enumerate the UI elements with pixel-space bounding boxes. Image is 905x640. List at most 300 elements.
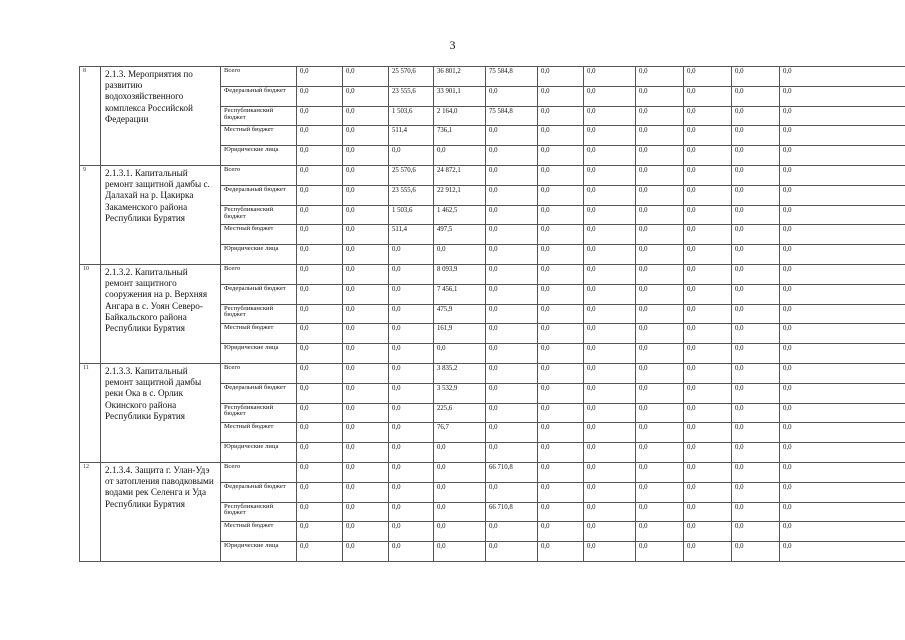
table-row — [80, 264, 905, 284]
table-row — [80, 165, 905, 185]
measure-name: 2.1.3.1. Капитальный ремонт защитной дамбы с. Далахай на р. Цакирка Закаменского района Республики Бурятия — [101, 165, 221, 264]
amount-cell: 0,0 — [389, 383, 434, 403]
row-number: 9 — [80, 165, 101, 264]
amount-cell: 0,0 — [389, 522, 434, 542]
amount-cell: 0,0 — [297, 482, 343, 502]
funding-source: Юридические лица — [221, 542, 297, 562]
amount-cell: 0,0 — [732, 462, 780, 482]
amount-cell: 0,0 — [486, 542, 538, 562]
amount-cell: 0,0 — [584, 264, 636, 284]
amount-cell: 0,0 — [636, 86, 684, 106]
amount-cell: 0,0 — [389, 324, 434, 344]
amount-cell: 0,0 — [636, 126, 684, 146]
amount-cell: 0,0 — [297, 344, 343, 364]
amount-cell: 1 462,5 — [434, 205, 486, 225]
amount-cell: 0,0 — [297, 462, 343, 482]
amount-cell: 66 710,8 — [486, 462, 538, 482]
amount-cell: 161,9 — [434, 324, 486, 344]
amount-cell: 0,0 — [584, 185, 636, 205]
amount-cell: 3 532,9 — [434, 383, 486, 403]
amount-cell: 0,0 — [584, 344, 636, 364]
amount-cell: 0,0 — [732, 185, 780, 205]
funding-source: Всего — [221, 363, 297, 383]
amount-cell: 0,0 — [684, 126, 732, 146]
amount-cell: 0,0 — [684, 482, 732, 502]
amount-cell: 0,0 — [538, 542, 584, 562]
amount-cell: 0,0 — [584, 363, 636, 383]
amount-cell: 0,0 — [780, 106, 905, 126]
funding-source: Федеральный бюджет — [221, 284, 297, 304]
amount-cell: 0,0 — [297, 443, 343, 463]
funding-source: Юридические лица — [221, 245, 297, 265]
amount-cell: 0,0 — [343, 126, 389, 146]
amount-cell: 0,0 — [780, 542, 905, 562]
row-number: 8 — [80, 67, 101, 166]
amount-cell: 0,0 — [732, 126, 780, 146]
amount-cell: 0,0 — [538, 403, 584, 423]
funding-source: Местный бюджет — [221, 324, 297, 344]
amount-cell: 0,0 — [684, 284, 732, 304]
amount-cell: 0,0 — [343, 403, 389, 423]
amount-cell: 66 710,8 — [486, 502, 538, 522]
amount-cell: 0,0 — [780, 245, 905, 265]
amount-cell: 0,0 — [732, 324, 780, 344]
amount-cell: 0,0 — [343, 205, 389, 225]
amount-cell: 0,0 — [780, 522, 905, 542]
amount-cell: 0,0 — [684, 502, 732, 522]
amount-cell: 0,0 — [780, 67, 905, 87]
amount-cell: 0,0 — [780, 423, 905, 443]
amount-cell: 0,0 — [584, 542, 636, 562]
amount-cell: 0,0 — [732, 245, 780, 265]
amount-cell: 0,0 — [389, 363, 434, 383]
funding-source: Всего — [221, 67, 297, 87]
row-number: 12 — [80, 462, 101, 561]
amount-cell: 0,0 — [636, 522, 684, 542]
amount-cell: 24 872,1 — [434, 165, 486, 185]
amount-cell: 0,0 — [584, 205, 636, 225]
amount-cell: 0,0 — [636, 542, 684, 562]
amount-cell: 0,0 — [538, 284, 584, 304]
amount-cell: 0,0 — [486, 344, 538, 364]
amount-cell: 0,0 — [389, 482, 434, 502]
amount-cell: 0,0 — [297, 205, 343, 225]
amount-cell: 0,0 — [584, 106, 636, 126]
amount-cell: 0,0 — [684, 86, 732, 106]
table-row — [80, 462, 905, 482]
amount-cell: 0,0 — [584, 67, 636, 87]
measure-name: 2.1.3.4. Защита г. Улан-Удэ от затопления паводковыми водами рек Селенга и Уда Республики Бурятия — [101, 462, 221, 561]
amount-cell: 0,0 — [297, 86, 343, 106]
funding-source: Республиканский бюджет — [221, 403, 297, 423]
amount-cell: 0,0 — [684, 165, 732, 185]
amount-cell: 0,0 — [434, 344, 486, 364]
amount-cell: 0,0 — [486, 522, 538, 542]
amount-cell: 0,0 — [343, 264, 389, 284]
amount-cell: 0,0 — [486, 245, 538, 265]
amount-cell: 0,0 — [732, 443, 780, 463]
amount-cell: 0,0 — [780, 284, 905, 304]
amount-cell: 0,0 — [732, 423, 780, 443]
amount-cell: 736,1 — [434, 126, 486, 146]
amount-cell: 0,0 — [584, 383, 636, 403]
amount-cell: 0,0 — [584, 86, 636, 106]
amount-cell: 0,0 — [780, 165, 905, 185]
amount-cell: 36 801,2 — [434, 67, 486, 87]
amount-cell: 0,0 — [780, 86, 905, 106]
amount-cell: 0,0 — [297, 245, 343, 265]
amount-cell: 0,0 — [343, 542, 389, 562]
amount-cell: 1 503,6 — [389, 106, 434, 126]
amount-cell: 0,0 — [684, 542, 732, 562]
amount-cell: 0,0 — [584, 522, 636, 542]
amount-cell: 0,0 — [486, 482, 538, 502]
amount-cell: 0,0 — [636, 165, 684, 185]
amount-cell: 0,0 — [684, 522, 732, 542]
amount-cell: 511,4 — [389, 225, 434, 245]
row-number: 11 — [80, 363, 101, 462]
amount-cell: 0,0 — [780, 403, 905, 423]
amount-cell: 0,0 — [343, 502, 389, 522]
amount-cell: 0,0 — [297, 383, 343, 403]
amount-cell: 0,0 — [684, 185, 732, 205]
amount-cell: 0,0 — [343, 284, 389, 304]
amount-cell: 0,0 — [636, 146, 684, 166]
amount-cell: 0,0 — [486, 363, 538, 383]
amount-cell: 76,7 — [434, 423, 486, 443]
amount-cell: 0,0 — [636, 205, 684, 225]
amount-cell: 25 570,6 — [389, 67, 434, 87]
amount-cell: 0,0 — [434, 443, 486, 463]
amount-cell: 0,0 — [343, 363, 389, 383]
amount-cell: 0,0 — [732, 284, 780, 304]
amount-cell: 0,0 — [538, 502, 584, 522]
amount-cell: 0,0 — [343, 225, 389, 245]
amount-cell: 0,0 — [684, 403, 732, 423]
amount-cell: 0,0 — [732, 522, 780, 542]
amount-cell: 0,0 — [780, 146, 905, 166]
amount-cell: 0,0 — [486, 264, 538, 284]
amount-cell: 75 584,8 — [486, 106, 538, 126]
amount-cell: 0,0 — [636, 185, 684, 205]
amount-cell: 0,0 — [684, 205, 732, 225]
amount-cell: 0,0 — [343, 482, 389, 502]
amount-cell: 0,0 — [343, 344, 389, 364]
amount-cell: 0,0 — [584, 225, 636, 245]
amount-cell: 0,0 — [343, 146, 389, 166]
amount-cell: 0,0 — [486, 423, 538, 443]
amount-cell: 0,0 — [732, 363, 780, 383]
amount-cell: 0,0 — [434, 245, 486, 265]
amount-cell: 0,0 — [538, 344, 584, 364]
table-row — [80, 67, 905, 87]
amount-cell: 0,0 — [684, 344, 732, 364]
amount-cell: 0,0 — [732, 225, 780, 245]
amount-cell: 0,0 — [389, 443, 434, 463]
amount-cell: 0,0 — [389, 542, 434, 562]
amount-cell: 0,0 — [732, 205, 780, 225]
amount-cell: 0,0 — [684, 363, 732, 383]
amount-cell: 0,0 — [297, 423, 343, 443]
amount-cell: 0,0 — [684, 383, 732, 403]
amount-cell: 0,0 — [780, 324, 905, 344]
amount-cell: 0,0 — [636, 264, 684, 284]
funding-source: Местный бюджет — [221, 225, 297, 245]
amount-cell: 0,0 — [732, 403, 780, 423]
funding-source: Федеральный бюджет — [221, 383, 297, 403]
amount-cell: 0,0 — [343, 86, 389, 106]
amount-cell: 0,0 — [389, 146, 434, 166]
amount-cell: 0,0 — [343, 165, 389, 185]
amount-cell: 0,0 — [584, 304, 636, 324]
amount-cell: 0,0 — [486, 324, 538, 344]
amount-cell: 0,0 — [636, 225, 684, 245]
amount-cell: 0,0 — [343, 324, 389, 344]
amount-cell: 0,0 — [538, 146, 584, 166]
amount-cell: 0,0 — [780, 502, 905, 522]
amount-cell: 0,0 — [486, 304, 538, 324]
amount-cell: 0,0 — [584, 126, 636, 146]
amount-cell: 0,0 — [684, 324, 732, 344]
amount-cell: 0,0 — [584, 443, 636, 463]
amount-cell: 0,0 — [584, 284, 636, 304]
amount-cell: 0,0 — [780, 344, 905, 364]
amount-cell: 511,4 — [389, 126, 434, 146]
amount-cell: 0,0 — [297, 67, 343, 87]
amount-cell: 0,0 — [343, 185, 389, 205]
amount-cell: 2 164,0 — [434, 106, 486, 126]
amount-cell: 0,0 — [732, 86, 780, 106]
amount-cell: 0,0 — [486, 205, 538, 225]
funding-source: Республиканский бюджет — [221, 502, 297, 522]
amount-cell: 0,0 — [343, 383, 389, 403]
amount-cell: 0,0 — [636, 363, 684, 383]
amount-cell: 0,0 — [780, 363, 905, 383]
amount-cell: 0,0 — [780, 304, 905, 324]
amount-cell: 0,0 — [584, 146, 636, 166]
amount-cell: 0,0 — [538, 126, 584, 146]
amount-cell: 0,0 — [636, 324, 684, 344]
amount-cell: 0,0 — [684, 462, 732, 482]
amount-cell: 0,0 — [538, 185, 584, 205]
amount-cell: 0,0 — [584, 324, 636, 344]
amount-cell: 0,0 — [538, 462, 584, 482]
amount-cell: 0,0 — [636, 403, 684, 423]
measure-name: 2.1.3.2. Капитальный ремонт защитного сооружения на р. Верхняя Ангара в с. Уоян Северо-Байкальского района Республики Бурятия — [101, 264, 221, 363]
funding-source: Юридические лица — [221, 443, 297, 463]
amount-cell: 0,0 — [636, 443, 684, 463]
amount-cell: 0,0 — [780, 482, 905, 502]
amount-cell: 0,0 — [732, 67, 780, 87]
page-number: 3 — [449, 38, 456, 52]
amount-cell: 0,0 — [297, 502, 343, 522]
amount-cell: 0,0 — [780, 126, 905, 146]
amount-cell: 23 555,6 — [389, 185, 434, 205]
amount-cell: 75 584,8 — [486, 67, 538, 87]
amount-cell: 0,0 — [538, 106, 584, 126]
amount-cell: 0,0 — [389, 284, 434, 304]
funding-source: Республиканский бюджет — [221, 304, 297, 324]
amount-cell: 0,0 — [389, 245, 434, 265]
funding-source: Всего — [221, 264, 297, 284]
amount-cell: 0,0 — [684, 106, 732, 126]
amount-cell: 0,0 — [684, 225, 732, 245]
amount-cell: 0,0 — [538, 67, 584, 87]
amount-cell: 0,0 — [297, 225, 343, 245]
amount-cell: 0,0 — [732, 482, 780, 502]
amount-cell: 0,0 — [732, 106, 780, 126]
amount-cell: 0,0 — [636, 502, 684, 522]
amount-cell: 0,0 — [297, 522, 343, 542]
amount-cell: 0,0 — [684, 67, 732, 87]
amount-cell: 0,0 — [636, 462, 684, 482]
amount-cell: 33 901,1 — [434, 86, 486, 106]
funding-source: Республиканский бюджет — [221, 205, 297, 225]
amount-cell: 0,0 — [538, 383, 584, 403]
amount-cell: 0,0 — [636, 106, 684, 126]
amount-cell: 23 555,6 — [389, 86, 434, 106]
amount-cell: 0,0 — [486, 185, 538, 205]
amount-cell: 0,0 — [486, 284, 538, 304]
amount-cell: 0,0 — [434, 522, 486, 542]
amount-cell: 0,0 — [434, 482, 486, 502]
amount-cell: 0,0 — [636, 67, 684, 87]
measure-name: 2.1.3. Мероприятия по развитию водохозяйственного комплекса Российской Федерации — [101, 67, 221, 166]
amount-cell: 0,0 — [486, 146, 538, 166]
amount-cell: 0,0 — [389, 304, 434, 324]
measure-name: 2.1.3.3. Капитальный ремонт защитной дамбы реки Ока в с. Орлик Окинского района Республики Бурятия — [101, 363, 221, 462]
amount-cell: 0,0 — [297, 264, 343, 284]
amount-cell: 0,0 — [780, 185, 905, 205]
amount-cell: 0,0 — [297, 284, 343, 304]
amount-cell: 0,0 — [389, 264, 434, 284]
amount-cell: 0,0 — [684, 443, 732, 463]
amount-cell: 0,0 — [538, 482, 584, 502]
amount-cell: 0,0 — [732, 542, 780, 562]
amount-cell: 3 835,2 — [434, 363, 486, 383]
amount-cell: 0,0 — [538, 363, 584, 383]
amount-cell: 0,0 — [780, 443, 905, 463]
amount-cell: 0,0 — [538, 324, 584, 344]
amount-cell: 0,0 — [684, 423, 732, 443]
amount-cell: 0,0 — [732, 165, 780, 185]
amount-cell: 0,0 — [434, 462, 486, 482]
amount-cell: 22 912,1 — [434, 185, 486, 205]
amount-cell: 0,0 — [389, 403, 434, 423]
amount-cell: 0,0 — [486, 126, 538, 146]
amount-cell: 0,0 — [584, 502, 636, 522]
amount-cell: 0,0 — [297, 324, 343, 344]
amount-cell: 0,0 — [780, 205, 905, 225]
amount-cell: 0,0 — [636, 482, 684, 502]
amount-cell: 0,0 — [389, 423, 434, 443]
amount-cell: 0,0 — [297, 185, 343, 205]
funding-source: Юридические лица — [221, 146, 297, 166]
amount-cell: 0,0 — [343, 245, 389, 265]
amount-cell: 0,0 — [486, 225, 538, 245]
funding-source: Местный бюджет — [221, 522, 297, 542]
amount-cell: 0,0 — [486, 165, 538, 185]
amount-cell: 0,0 — [584, 423, 636, 443]
amount-cell: 0,0 — [389, 462, 434, 482]
funding-source: Федеральный бюджет — [221, 86, 297, 106]
amount-cell: 0,0 — [584, 245, 636, 265]
amount-cell: 0,0 — [538, 165, 584, 185]
amount-cell: 0,0 — [732, 304, 780, 324]
amount-cell: 0,0 — [486, 443, 538, 463]
row-number: 10 — [80, 264, 101, 363]
funding-source: Местный бюджет — [221, 126, 297, 146]
amount-cell: 7 456,1 — [434, 284, 486, 304]
amount-cell: 0,0 — [297, 146, 343, 166]
amount-cell: 0,0 — [486, 403, 538, 423]
amount-cell: 0,0 — [343, 522, 389, 542]
amount-cell: 0,0 — [389, 502, 434, 522]
amount-cell: 0,0 — [732, 146, 780, 166]
amount-cell: 0,0 — [538, 423, 584, 443]
amount-cell: 0,0 — [780, 225, 905, 245]
amount-cell: 0,0 — [538, 304, 584, 324]
amount-cell: 0,0 — [780, 383, 905, 403]
amount-cell: 0,0 — [343, 106, 389, 126]
amount-cell: 0,0 — [538, 443, 584, 463]
amount-cell: 25 570,6 — [389, 165, 434, 185]
amount-cell: 0,0 — [538, 245, 584, 265]
amount-cell: 0,0 — [434, 542, 486, 562]
amount-cell: 0,0 — [538, 225, 584, 245]
funding-source: Всего — [221, 165, 297, 185]
amount-cell: 0,0 — [732, 344, 780, 364]
amount-cell: 8 093,9 — [434, 264, 486, 284]
amount-cell: 0,0 — [636, 304, 684, 324]
amount-cell: 0,0 — [584, 165, 636, 185]
amount-cell: 0,0 — [538, 86, 584, 106]
amount-cell: 0,0 — [780, 462, 905, 482]
amount-cell: 0,0 — [684, 245, 732, 265]
amount-cell: 0,0 — [732, 502, 780, 522]
amount-cell: 0,0 — [732, 383, 780, 403]
amount-cell: 0,0 — [343, 443, 389, 463]
amount-cell: 0,0 — [486, 383, 538, 403]
amount-cell: 0,0 — [684, 146, 732, 166]
amount-cell: 0,0 — [297, 126, 343, 146]
amount-cell: 0,0 — [343, 462, 389, 482]
amount-cell: 475,9 — [434, 304, 486, 324]
amount-cell: 497,5 — [434, 225, 486, 245]
amount-cell: 0,0 — [584, 403, 636, 423]
amount-cell: 0,0 — [636, 245, 684, 265]
amount-cell: 0,0 — [297, 106, 343, 126]
funding-source: Республиканский бюджет — [221, 106, 297, 126]
amount-cell: 0,0 — [343, 423, 389, 443]
amount-cell: 0,0 — [780, 264, 905, 284]
amount-cell: 0,0 — [297, 363, 343, 383]
amount-cell: 0,0 — [636, 284, 684, 304]
amount-cell: 0,0 — [434, 502, 486, 522]
funding-source: Всего — [221, 462, 297, 482]
amount-cell: 0,0 — [297, 542, 343, 562]
amount-cell: 225,6 — [434, 403, 486, 423]
funding-source: Федеральный бюджет — [221, 482, 297, 502]
amount-cell: 0,0 — [538, 205, 584, 225]
amount-cell: 0,0 — [297, 304, 343, 324]
amount-cell: 0,0 — [636, 344, 684, 364]
amount-cell: 0,0 — [684, 264, 732, 284]
amount-cell: 0,0 — [584, 482, 636, 502]
amount-cell: 0,0 — [434, 146, 486, 166]
amount-cell: 0,0 — [538, 264, 584, 284]
amount-cell: 0,0 — [732, 264, 780, 284]
